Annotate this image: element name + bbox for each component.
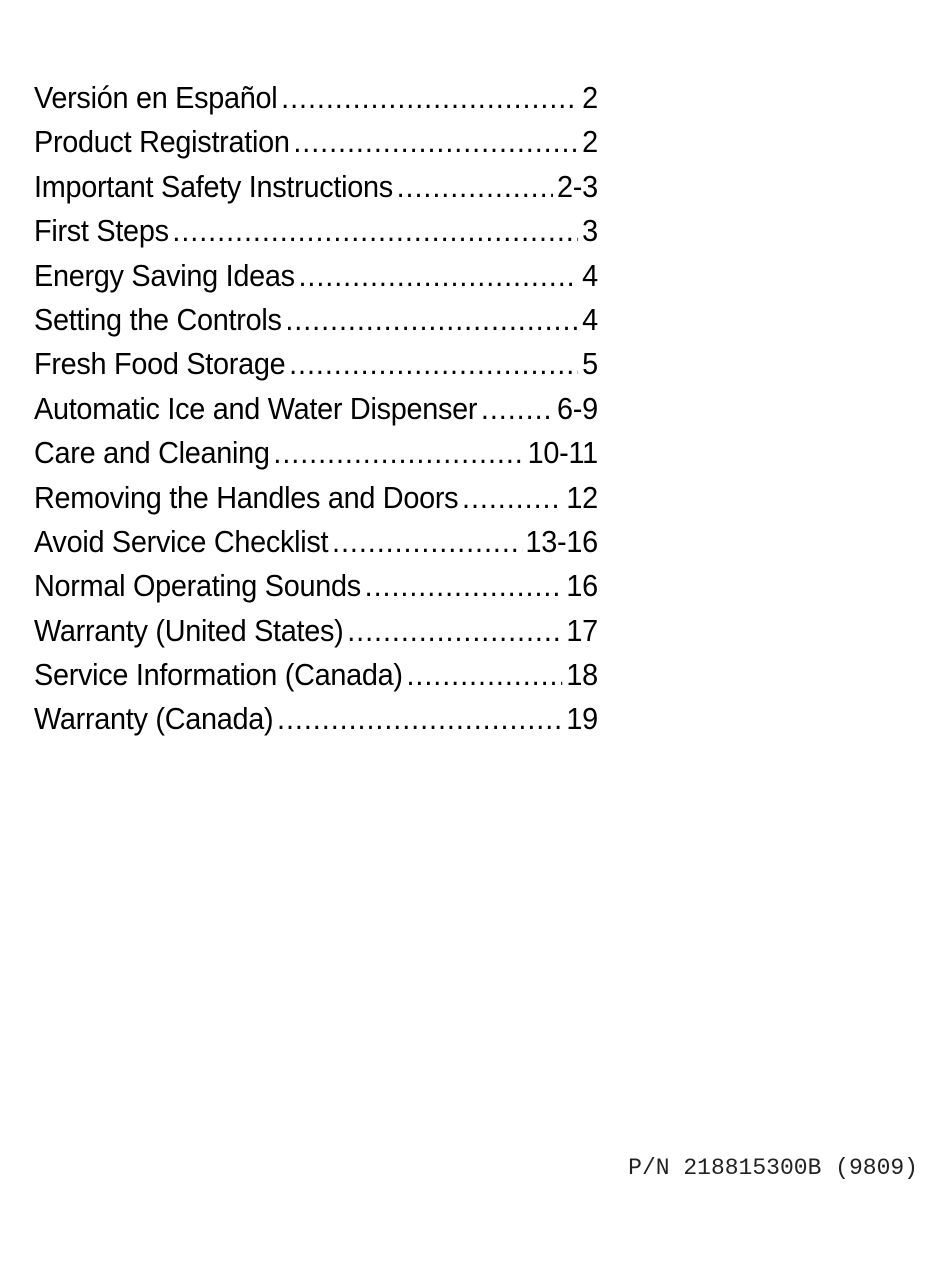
toc-entry-title: Warranty (United States) [34,612,344,648]
toc-entry [34,124,598,168]
toc-entry-page: 2 [582,124,598,160]
toc-entry-page: 19 [566,701,598,737]
toc-entry-title: Normal Operating Sounds [34,568,361,604]
toc-dot-leader [277,701,563,737]
toc-entry-page: 17 [566,612,598,648]
toc-dot-leader [347,613,562,649]
toc-entry-title: Removing the Handles and Doors [34,479,459,515]
toc-entry-title: Versión en Español [34,80,278,115]
toc-entry-page: 3 [582,213,598,249]
toc-entry-page: 13-16 [525,523,598,559]
toc-entry [34,258,598,302]
toc-entry [34,391,598,435]
toc-entry-title: Warranty (Canada) [34,701,274,737]
toc-dot-leader [298,258,578,294]
toc-dot-leader [293,124,578,160]
toc-entry [34,346,598,390]
toc-entry [34,480,598,524]
toc-entry [34,213,598,257]
toc-entry-title: First Steps [34,213,169,249]
toc-entry-title: Energy Saving Ideas [34,257,295,293]
toc-entry-page: 16 [566,568,598,604]
toc-dot-leader [172,213,578,249]
toc-entry-page: 2-3 [557,168,598,204]
toc-entry-title: Product Registration [34,124,290,160]
part-number: P/N 218815300B (9809) [628,1155,918,1181]
toc-entry-page: 4 [582,301,598,337]
toc-entry [34,302,598,346]
toc-entry-page: 4 [582,257,598,293]
toc-entry [34,80,598,124]
toc-entry-page: 18 [566,657,598,693]
table-of-contents [34,80,598,746]
toc-dot-leader [481,391,553,427]
toc-entry-title: Avoid Service Checklist [34,523,329,559]
toc-entry [34,568,598,612]
toc-entry-page: 12 [566,479,598,515]
toc-entry [34,524,598,568]
toc-entry-title: Fresh Food Storage [34,346,286,382]
toc-dot-leader [365,568,563,604]
toc-dot-leader [281,80,578,116]
toc-dot-leader [289,346,578,382]
toc-dot-leader [462,480,563,516]
toc-entry-title: Service Information (Canada) [34,657,403,693]
toc-entry-page: 5 [582,346,598,382]
toc-entry-page: 2 [582,80,598,115]
toc-entry [34,613,598,657]
toc-dot-leader [397,169,554,205]
toc-dot-leader [273,435,524,471]
toc-entry [34,169,598,213]
toc-entry-title: Setting the Controls [34,301,282,337]
toc-entry [34,435,598,479]
toc-dot-leader [406,657,562,693]
toc-entry-title: Automatic Ice and Water Dispenser [34,390,478,426]
toc-entry-page: 6-9 [557,390,598,426]
toc-entry [34,657,598,701]
toc-entry-page: 10-11 [527,435,598,471]
toc-dot-leader [332,524,522,560]
toc-entry-title: Important Safety Instructions [34,168,393,204]
toc-entry-title: Care and Cleaning [34,435,270,471]
toc-entry [34,701,598,745]
toc-dot-leader [285,302,578,338]
